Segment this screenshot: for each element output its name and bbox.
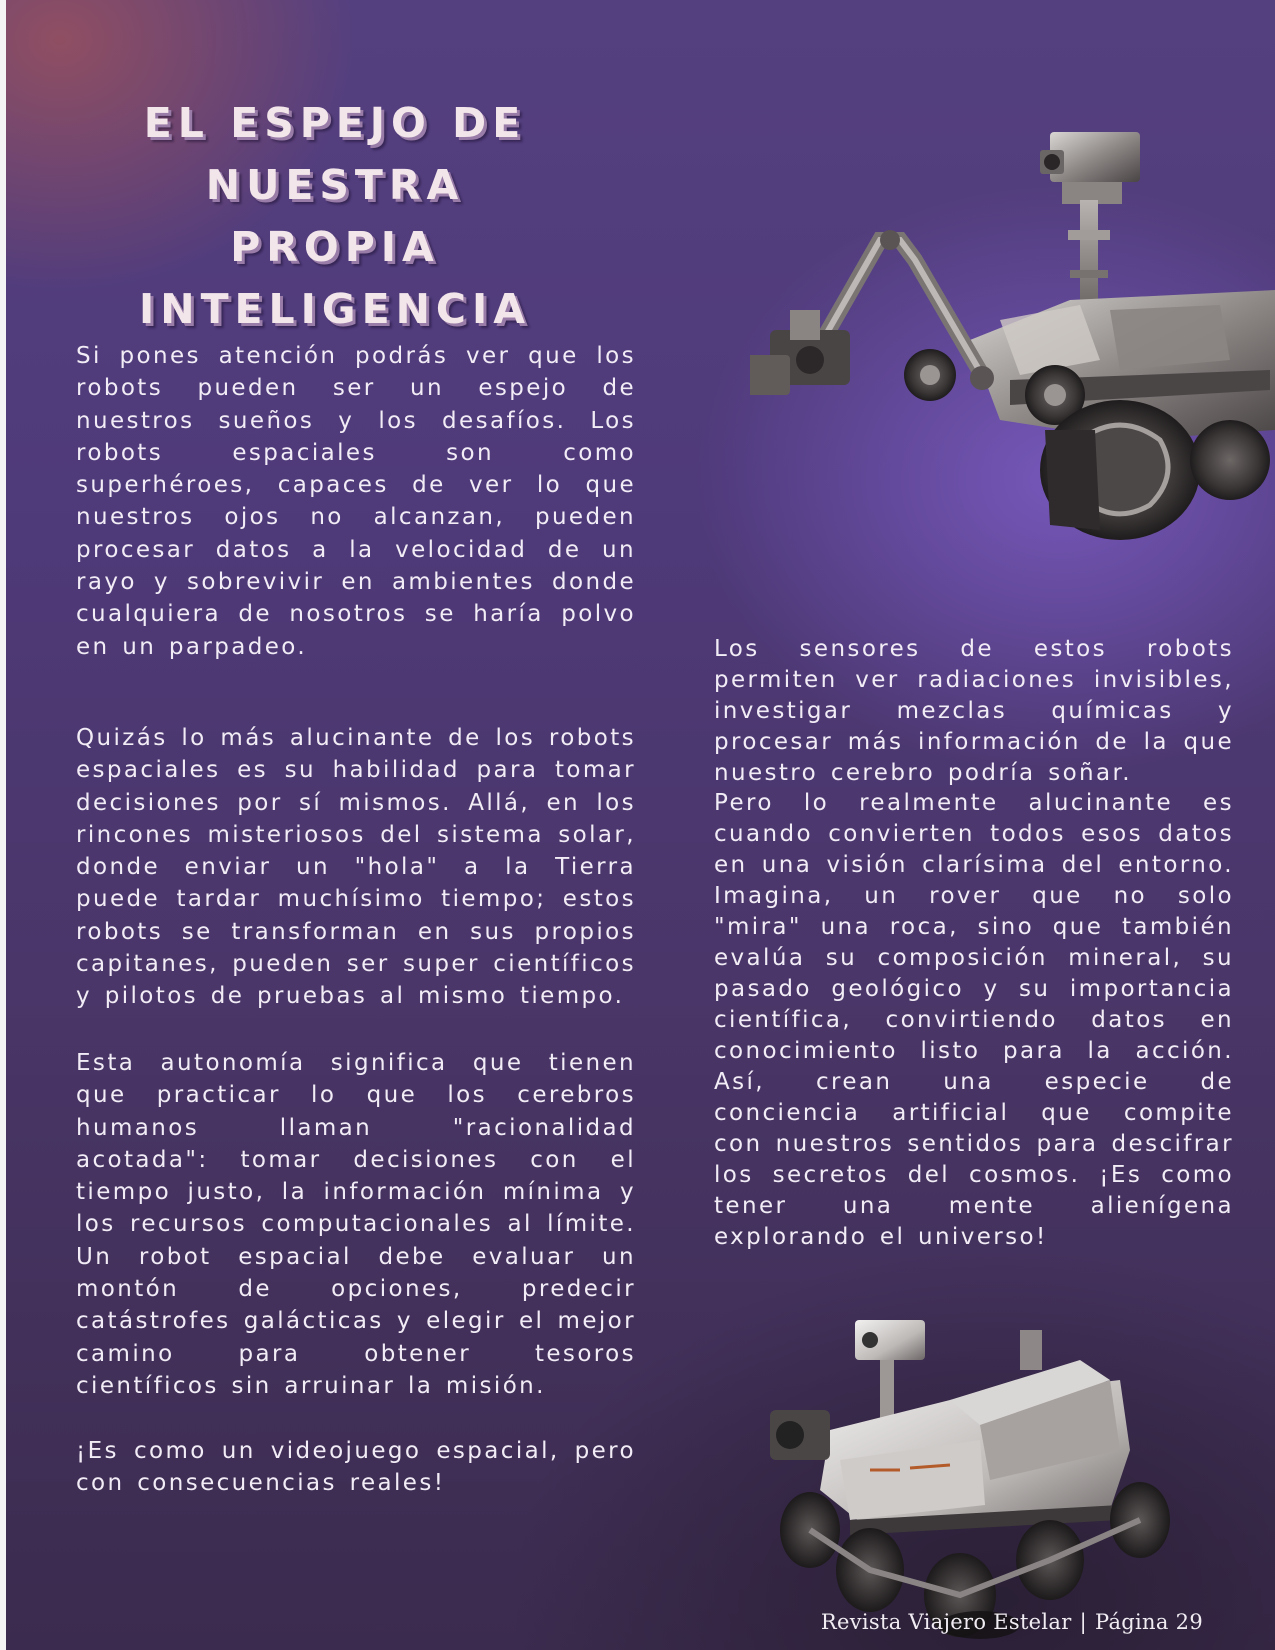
rover-illustration [750,1320,1220,1640]
title-line-3: INTELIGENCIA [139,285,531,333]
title-line-2: NUESTRA PROPIA [205,161,465,271]
left-paragraph-4: ¡Es como un videojuego espacial, pero con consecuencias reales! [76,1438,636,1497]
right-paragraph-2: Pero lo realmente alucinante es cuando convierten todos esos datos en una visión clarísima del entorno. Imagina, un rover que no solo "mira" una roca, sino que también evalúa su composición mineral, su pasado geológico y su importancia científica, convirtiendo datos en conocimiento listo para la acción. Así, crean una especie de conciencia artificial que compite con nuestros sentidos para descifrar los secretos del cosmos. ¡Es como tener una mente alienígena explorando el universo! [714,790,1234,1250]
left-paragraph-1: Si pones atención podrás ver que los robots pueden ser un espejo de nuestros sueños y los desafíos. Los robots espaciales son como superhéroes, capaces de ver lo que nuestros ojos no alcanzan, pueden procesar datos a la velocidad de un rayo y sobrevivir en ambientes donde cualquiera de nosotros se haría polvo en un parpadeo. [76,343,636,660]
page-number: Página 29 [1094,1610,1203,1634]
article-title [95,92,575,340]
magazine-name: Revista Viajero Estelar [820,1610,1072,1634]
title-line-1: EL ESPEJO DE [143,99,527,147]
page-footer [821,1610,1203,1634]
left-paragraph-3: Esta autonomía significa que tienen que practicar lo que los cerebros humanos llaman "racionalidad acotada": tomar decisiones con el tiempo justo, la información mínima y los recursos computacionales al límite. Un robot espacial debe evaluar un montón de opciones, predecir catástrofes galácticas y elegir el mejor camino para obtener tesoros científicos sin arruinar la misión. [76,1050,636,1399]
footer-separator: | [1079,1610,1087,1634]
right-paragraph-1: Los sensores de estos robots permiten ver radiaciones invisibles, investigar mezclas químicas y procesar más información de la que nuestro cerebro podría soñar. [714,636,1234,786]
page-left-border [0,0,6,1650]
rover-arm-illustration [750,130,1275,570]
left-paragraph-2: Quizás lo más alucinante de los robots espaciales es su habilidad para tomar decisiones por sí mismos. Allá, en los rincones misteriosos del sistema solar, donde enviar un "hola" a la Tierra puede tardar muchísimo tiempo; estos robots se transforman en sus propios capitanes, pueden ser super científicos y pilotos de pruebas al mismo tiempo. [76,725,636,1010]
